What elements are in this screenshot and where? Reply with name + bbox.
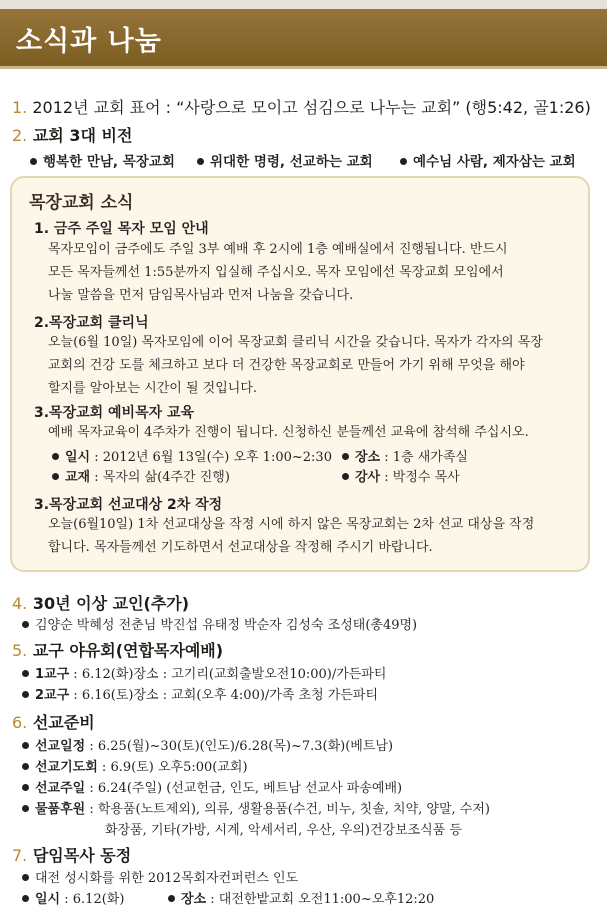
bullet-icon: [22, 784, 29, 791]
mission-3-value: : 6.24(주일) (선교헌금, 인도, 베트남 선교사 파송예배): [85, 781, 403, 796]
section-1: [12, 95, 591, 118]
bullet-icon: [22, 670, 29, 677]
section-4-title: 30년 이상 교인(추가): [32, 594, 190, 613]
news-2-line: 할지를 알아보는 시간이 될 것입니다.: [48, 381, 258, 396]
mission-1-value: : 6.25(월)~30(토)(인도)/6.28(목)~7.3(화)(베트남): [85, 739, 394, 754]
section-5-heading: [12, 638, 223, 661]
mission-line-2: [22, 756, 248, 775]
mission-4-value: : 학용품(노트제외), 의류, 생활용품(수건, 비누, 칫솔, 치약, 양말, 수저): [85, 802, 490, 817]
section-7-number: 7.: [12, 846, 28, 865]
section-7-heading: [12, 843, 131, 866]
members-list: [22, 614, 417, 633]
cell-church-news-box: [10, 176, 590, 572]
news-1-body: [48, 238, 576, 307]
textbook-label: 교재: [65, 470, 91, 485]
members-text: 김양순 박혜성 전춘님 박진섭 유태정 박순자 김성숙 조성태(총49명): [35, 618, 418, 633]
section-4-number: 4.: [12, 594, 28, 613]
news-1-line: 목자모임이 금주에도 주일 3부 예배 후 2시에 1층 예배실에서 진행됩니다. 반드시: [48, 242, 508, 257]
picnic-line-2: [22, 684, 378, 703]
picnic-1-value: : 6.12(화)장소 : 고기리(교회출발오전10:00)/가든파티: [69, 667, 387, 682]
news-3-textbook: [52, 466, 230, 485]
section-1-text: 2012년 교회 표어 : “사랑으로 모이고 섬김으로 나누는 교회” (행5:42, 골1:26): [32, 98, 591, 117]
pastor-line: [22, 867, 298, 886]
mission-3-label: 선교주일: [35, 781, 86, 796]
box-title: 목장교회 소식: [29, 193, 134, 213]
news-1-title: 1. 금주 주일 목자 모임 안내: [34, 221, 209, 237]
section-2-number: 2.: [12, 126, 28, 145]
picnic-1-label: 1교구: [35, 667, 70, 682]
section-2-heading: [12, 123, 132, 146]
news-4-line: 합니다. 목자들께선 기도하면서 선교대상을 작정해 주시기 바랍니다.: [48, 540, 433, 555]
section-7-title: 담임목사 동정: [32, 846, 132, 865]
vision-item-1-text: 행복한 만남, 목장교회: [43, 154, 175, 170]
picnic-2-value: : 6.16(토)장소 : 교회(오후 4:00)/가족 초청 가든파티: [69, 688, 379, 703]
pastor-place-value: : 대전한밭교회 오전11:00~오후12:20: [206, 892, 435, 907]
news-2-line: 오늘(6월 10일) 목자모임에 이어 목장교회 클리닉 시간을 갖습니다. 목자가 각자의 목장: [48, 335, 543, 350]
textbook-value: : 목자의 삶(4주간 진행): [90, 470, 230, 485]
date-label: 일시: [65, 450, 91, 465]
page-header: [0, 9, 607, 69]
bullet-icon: [22, 621, 29, 628]
vision-item-3: [400, 150, 576, 170]
section-6-heading: [12, 710, 95, 733]
news-4-title: 3.목장교회 선교대상 2차 작정: [34, 497, 223, 513]
bullet-icon: [22, 763, 29, 770]
section-5-number: 5.: [12, 641, 28, 660]
top-rule: [0, 0, 607, 9]
bullet-icon: [342, 453, 349, 460]
bullet-icon: [22, 805, 29, 812]
pastor-place-label: 장소: [181, 892, 207, 907]
vision-item-1: [30, 150, 175, 170]
vision-item-2-text: 위대한 명령, 선교하는 교회: [210, 154, 373, 170]
mission-line-1: [22, 735, 393, 754]
bullet-icon: [22, 742, 29, 749]
mission-line-4: [22, 798, 490, 817]
bullet-icon: [22, 874, 29, 881]
picnic-line-1: [22, 663, 386, 682]
picnic-2-label: 2교구: [35, 688, 70, 703]
section-2-title: 교회 3대 비전: [32, 126, 133, 145]
news-4-body: [48, 513, 576, 559]
bullet-icon: [400, 158, 407, 165]
bullet-icon: [30, 158, 37, 165]
vision-item-3-text: 예수님 사람, 제자삼는 교회: [413, 154, 576, 170]
vision-item-2: [197, 150, 373, 170]
place-label: 장소: [355, 450, 381, 465]
news-2-body: [48, 331, 576, 400]
news-4-line: 오늘(6월10일) 1차 선교대상을 작정 시에 하지 않은 목장교회는 2차 선교 대상을 작정: [48, 517, 535, 532]
mission-2-value: : 6.9(토) 오후5:00(교회): [97, 760, 248, 775]
place-value: : 1층 새가족실: [380, 450, 468, 465]
section-5-title: 교구 야유회(연합목자예배): [32, 641, 224, 660]
mission-1-label: 선교일정: [35, 739, 86, 754]
news-2-title: 2.목장교회 클리닉: [34, 315, 149, 331]
page-title: 소식과 나눔: [16, 26, 162, 57]
bullet-icon: [168, 895, 175, 902]
pastor-date: [22, 888, 124, 907]
news-3-line: 예배 목자교육이 4주차가 진행이 됩니다. 신청하신 분들께선 교육에 참석해 주십시오.: [48, 425, 529, 440]
section-4-heading: [12, 591, 189, 614]
pastor-place: [168, 888, 434, 907]
bullet-icon: [197, 158, 204, 165]
teacher-value: : 박정수 목사: [380, 470, 460, 485]
mission-line-5: 화장품, 기타(가방, 시계, 악세서리, 우산, 우의)건강보조식품 등: [105, 823, 462, 838]
date-value: : 2012년 6월 13일(수) 오후 1:00~2:30: [90, 450, 332, 465]
section-6-number: 6.: [12, 713, 28, 732]
bullet-icon: [22, 691, 29, 698]
pastor-date-label: 일시: [35, 892, 61, 907]
news-1-line: 모든 목자들께선 1:55분까지 입실해 주십시오. 목자 모임에선 목장교회 모임에서: [48, 265, 504, 280]
mission-2-label: 선교기도회: [35, 760, 98, 775]
teacher-label: 강사: [355, 470, 381, 485]
news-3-date: [52, 446, 332, 465]
section-6-title: 선교준비: [32, 713, 95, 732]
news-1-line: 나눌 말씀을 먼저 담임목사님과 먼저 나눔을 갖습니다.: [48, 288, 354, 303]
pastor-text: 대전 성시화를 위한 2012목회자컨퍼런스 인도: [35, 871, 299, 886]
mission-4-label: 물품후원: [35, 802, 86, 817]
bullet-icon: [52, 453, 59, 460]
bullet-icon: [342, 473, 349, 480]
bullet-icon: [52, 473, 59, 480]
pastor-date-value: : 6.12(화): [60, 892, 125, 907]
mission-line-3: [22, 777, 402, 796]
news-2-line: 교회의 건강 도를 체크하고 보다 더 건강한 목장교회로 만들어 가기 위해 무엇을 해야: [48, 358, 525, 373]
news-3-teacher: [342, 466, 460, 485]
bullet-icon: [22, 895, 29, 902]
news-3-place: [342, 446, 468, 465]
section-1-number: 1.: [12, 98, 28, 117]
news-3-title: 3.목장교회 예비목자 교육: [34, 405, 195, 421]
news-3-body: [48, 421, 576, 444]
